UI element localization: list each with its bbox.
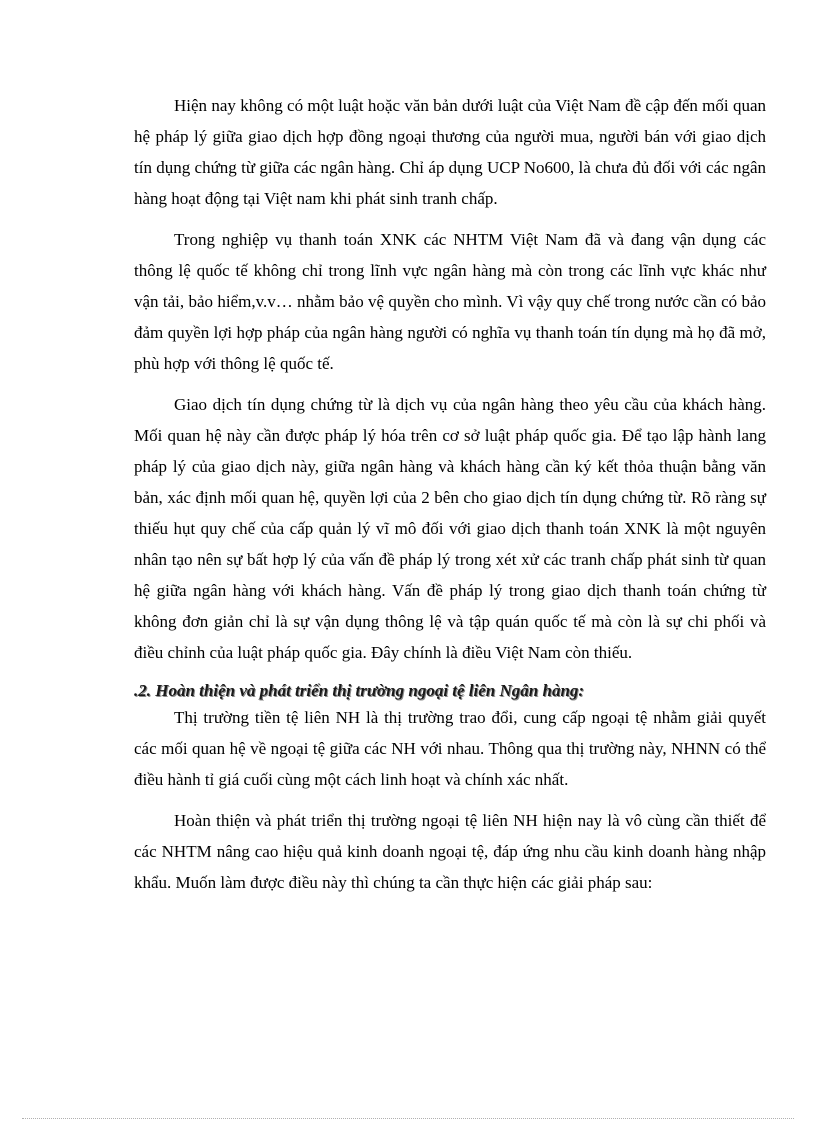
paragraph-interbank-market: Thị trường tiền tệ liên NH là thị trường trao đổi, cung cấp ngoại tệ nhằm giải quyết các mối quan hệ về ngoại tệ giữa các NH với nhau. Thông qua thị trường này, NHNN có thể điều hành tỉ giá cuối cùng một cách linh hoạt và chính xác nhất. bbox=[134, 708, 766, 789]
page-footer-divider bbox=[22, 1118, 794, 1119]
paragraph-documentary-credit: Giao dịch tín dụng chứng từ là dịch vụ của ngân hàng theo yêu cầu của khách hàng. Mối quan hệ này cần được pháp lý hóa trên cơ sở luật pháp quốc gia. Để tạo lập hành lang pháp lý của giao dịch này, giữa ngân hàng và khách hàng cần ký kết thỏa thuận bằng văn bản, xác định mối quan hệ, quyền lợi của 2 bên cho giao dịch tín dụng chứng từ. Rõ ràng sự thiếu hụt quy chế của cấp quản lý vĩ mô đối với giao dịch thanh toán XNK là một nguyên nhân tạo nên sự bất hợp lý của vấn đề pháp lý trong xét xử các tranh chấp phát sinh từ quan hệ giữa ngân hàng với khách hàng. Vấn đề pháp lý trong giao dịch thanh toán chứng từ không đơn giản chỉ là sự vận dụng thông lệ và tập quán quốc tế mà còn là sự chi phối và điều chỉnh của luật pháp quốc gia. Đây chính là điều Việt Nam còn thiếu. bbox=[134, 395, 766, 662]
section-heading: .2. Hoàn thiện và phát triển thị trường ngoại tệ liên Ngân hàng: bbox=[134, 681, 585, 700]
document-body bbox=[134, 90, 766, 908]
paragraph-legal-framework: Hiện nay không có một luật hoặc văn bản dưới luật của Việt Nam đề cập đến mối quan hệ pháp lý giữa giao dịch hợp đồng ngoại thương của người mua, người bán với giao dịch tín dụng chứng từ giữa các ngân hàng. Chỉ áp dụng UCP No600, là chưa đủ đối với các ngân hàng hoạt động tại Việt nam khi phát sinh tranh chấp. bbox=[134, 96, 766, 208]
paragraph-international-practice: Trong nghiệp vụ thanh toán XNK các NHTM Việt Nam đã và đang vận dụng các thông lệ quốc tế không chỉ trong lĩnh vực ngân hàng mà còn trong các lĩnh vực khác như vận tải, bảo hiểm,v.v… nhằm bảo vệ quyền cho mình. Vì vậy quy chế trong nước cần có bảo đảm quyền lợi hợp pháp của ngân hàng người có nghĩa vụ thanh toán tín dụng mà họ đã mở, phù hợp với thông lệ quốc tế. bbox=[134, 230, 766, 373]
paragraph-market-development: Hoàn thiện và phát triển thị trường ngoại tệ liên NH hiện nay là vô cùng cần thiết để các NHTM nâng cao hiệu quả kinh doanh ngoại tệ, đáp ứng nhu cầu kinh doanh hàng nhập khẩu. Muốn làm được điều này thì chúng ta cần thực hiện các giải pháp sau: bbox=[134, 811, 766, 892]
